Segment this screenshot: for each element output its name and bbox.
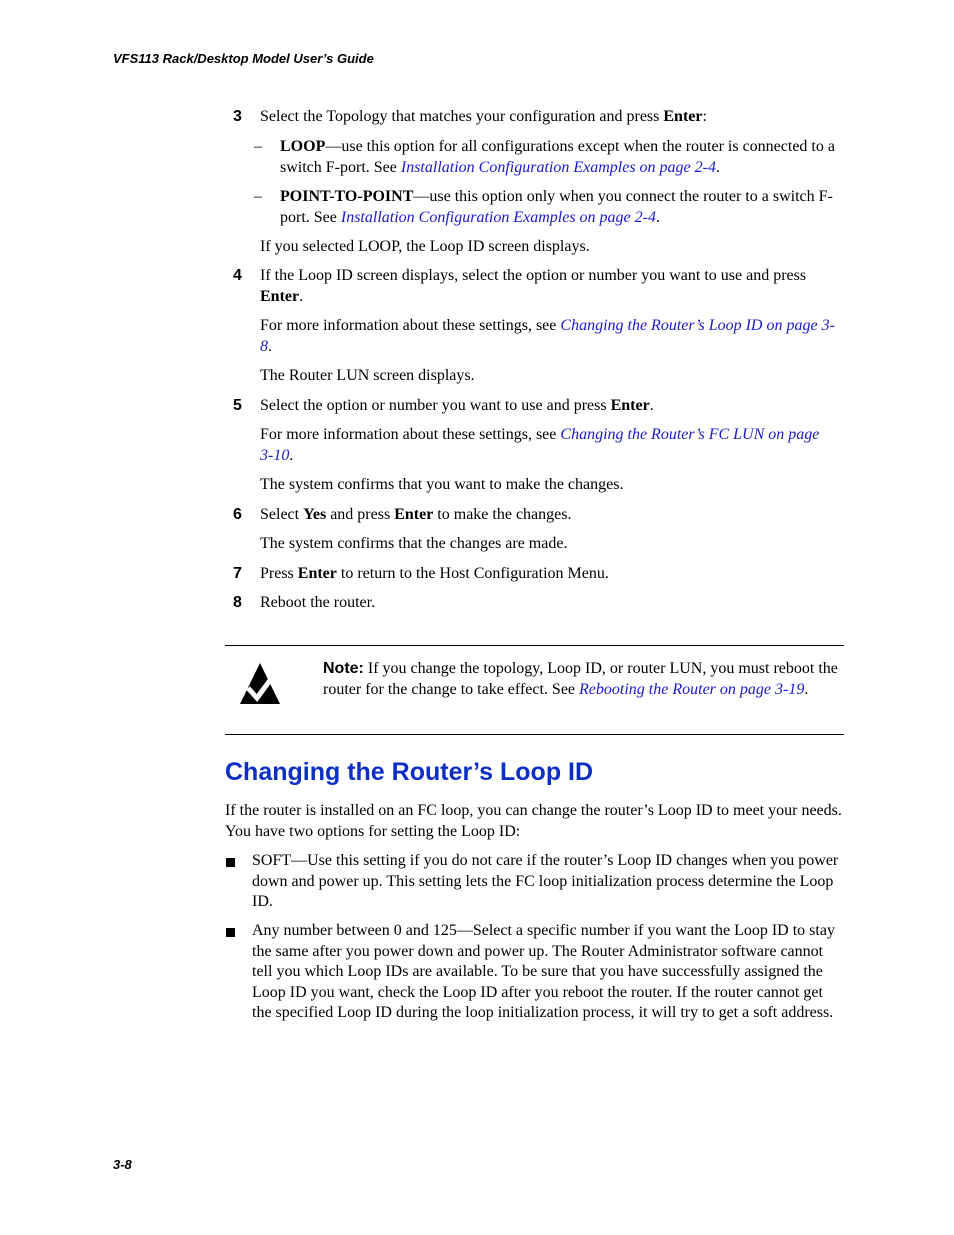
step-number: 8 bbox=[233, 594, 242, 611]
step-6-text: Select Yes and press Enter to make the changes. bbox=[260, 506, 572, 523]
step-number: 3 bbox=[233, 108, 242, 125]
bullet-soft: SOFT—Use this setting if you do not care if the router’s Loop ID changes when you power down and power up. This setting lets the FC loop initialization process determine the Loop ID. bbox=[252, 852, 839, 910]
note-top-rule bbox=[225, 645, 844, 646]
step-8-text: Reboot the router. bbox=[260, 594, 376, 611]
step-3-text: Select the Topology that matches your configuration and press Enter: bbox=[260, 108, 707, 125]
bullet-square-icon bbox=[226, 858, 235, 867]
page-number: 3-8 bbox=[113, 1157, 132, 1172]
dash-marker: – bbox=[254, 188, 262, 205]
xref-link[interactable]: Rebooting the Router on page 3-19 bbox=[579, 680, 805, 698]
loop-screen-text: If you selected LOOP, the Loop ID screen displays. bbox=[260, 238, 590, 255]
step-5-more-info: For more information about these settings, see Changing the Router’s FC LUN on page 3-10. bbox=[260, 426, 820, 464]
bullet-square-icon bbox=[226, 928, 235, 937]
step-4-more-info: For more information about these settings, see Changing the Router’s Loop ID on page 3-8. bbox=[260, 317, 835, 355]
step-5-text: Select the option or number you want to use and press Enter. bbox=[260, 397, 654, 414]
step-4-text: If the Loop ID screen displays, select the option or number you want to use and press Enter. bbox=[260, 267, 807, 305]
note-checkmark-icon bbox=[239, 662, 283, 706]
changes-made-text: The system confirms that the changes are made. bbox=[260, 535, 568, 552]
xref-link[interactable]: Installation Configuration Examples on page 2-4 bbox=[340, 208, 656, 226]
xref-link[interactable]: Changing the Router’s FC LUN on page 3-10 bbox=[260, 426, 820, 464]
section-intro: If the router is installed on an FC loop, you can change the router’s Loop ID to meet your needs. You have two options for setting the Loop ID: bbox=[225, 802, 842, 840]
loop-option-text: LOOP—use this option for all configurations except when the router is connected to a switch F-port. See Installation Configuration Examples on page 2-4. bbox=[280, 138, 835, 176]
note-bottom-rule bbox=[225, 734, 844, 735]
running-header: VFS113 Rack/Desktop Model User’s Guide bbox=[113, 51, 374, 66]
note-text: Note: If you change the topology, Loop ID, or router LUN, you must reboot the router for the change to take effect. See Rebooting the Router on page 3-19. bbox=[323, 660, 838, 698]
section-heading: Changing the Router’s Loop ID bbox=[225, 758, 594, 786]
step-number: 4 bbox=[233, 267, 242, 284]
step-number: 7 bbox=[233, 565, 242, 582]
step-number: 6 bbox=[233, 506, 242, 523]
bullet-number: Any number between 0 and 125—Select a specific number if you want the Loop ID to stay the same after you power down and power up. The Router Administrator software cannot tell you which Loop IDs are available. To be sure that you have successfully assigned the Loop ID you want, check the Loop ID after you reboot the router. If the router cannot get the specified Loop ID during the loop initialization process, it will try to get a soft address. bbox=[252, 922, 835, 1021]
dash-marker: – bbox=[254, 138, 262, 155]
step-7-text: Press Enter to return to the Host Configuration Menu. bbox=[260, 565, 609, 582]
lun-screen-text: The Router LUN screen displays. bbox=[260, 367, 475, 384]
p2p-option-text: POINT-TO-POINT—use this option only when you connect the router to a switch F-port. See Installation Configuration Examples on page 2-4. bbox=[280, 188, 833, 226]
step-number: 5 bbox=[233, 397, 242, 414]
confirm-text: The system confirms that you want to make the changes. bbox=[260, 476, 624, 493]
xref-link[interactable]: Installation Configuration Examples on page 2-4 bbox=[400, 158, 716, 176]
xref-link[interactable]: Changing the Router’s Loop ID on page 3-8 bbox=[260, 317, 835, 355]
